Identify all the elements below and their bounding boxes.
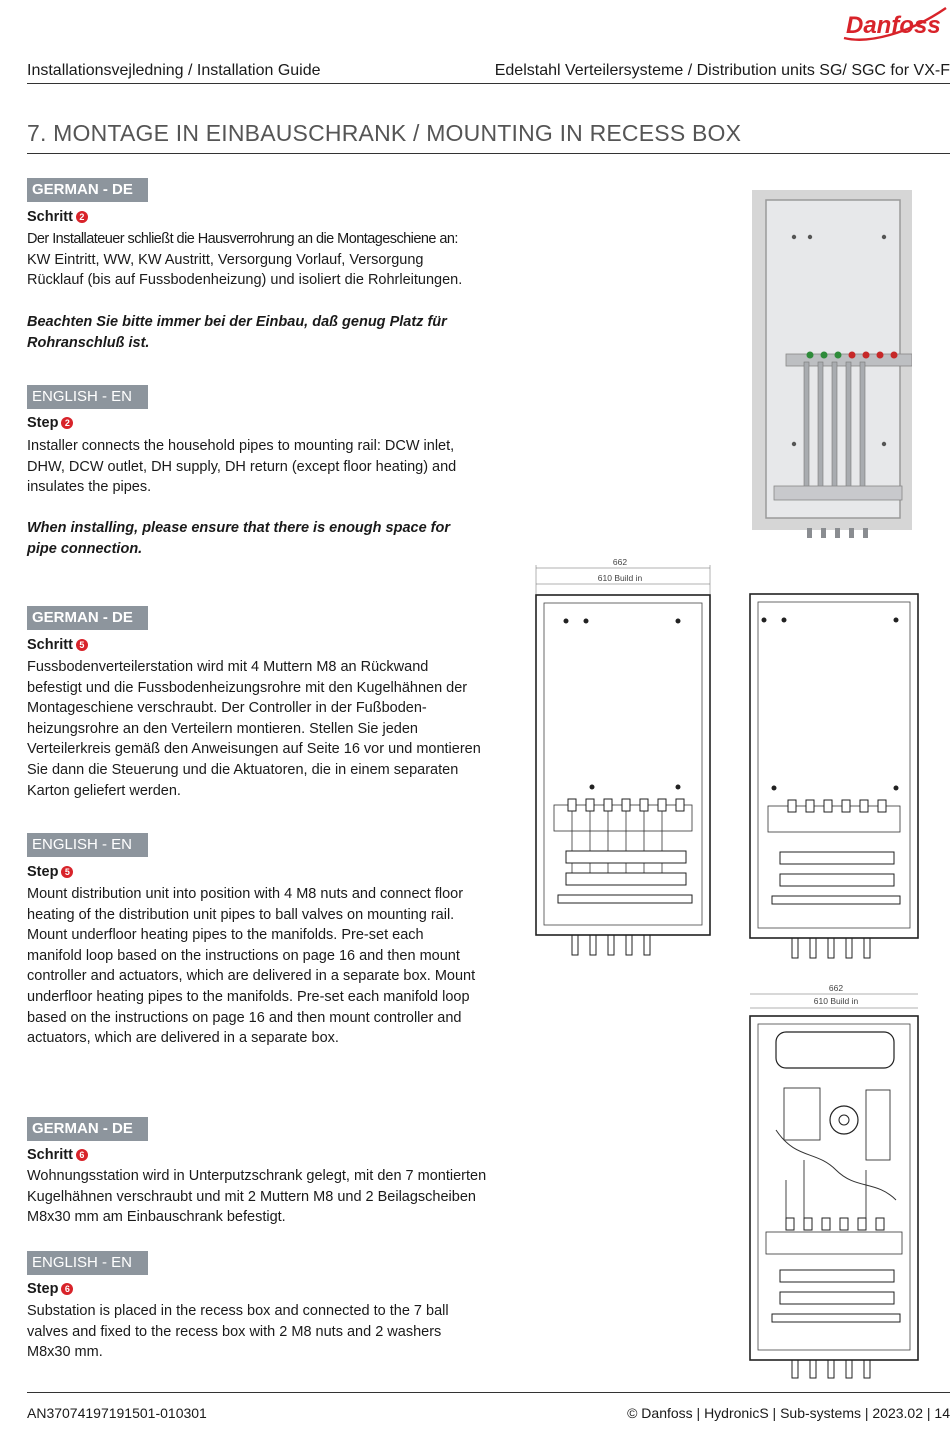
- page-title: 7. MONTAGE IN EINBAUSCHRANK / MOUNTING IN RECESS BOX: [27, 120, 742, 146]
- title-divider: [27, 153, 950, 154]
- step-heading: [27, 637, 88, 653]
- step-label: Schritt: [27, 209, 73, 225]
- step-number-badge: 2: [61, 417, 73, 429]
- lang-label-english: ENGLISH - EN: [27, 1251, 148, 1275]
- step-heading: [27, 1281, 73, 1297]
- step-body: Fussbodenverteilerstation wird mit 4 Muttern M8 an Rückwand befestigt und die Fussbodenheizungsrohre mit den Kugelhähnen der Montageschiene verschraubt. Der Controller in der Fußboden-heizungsrohre an den Verteilern montieren. Stellen Sie jeden Verteilerkreis gemäß den Anweisungen auf Seite 16 vor und montieren Sie dann die Steuerung und die Aktuatoren, die in einem separaten Karton geliefert werden.: [27, 659, 481, 799]
- step-label: Step: [27, 864, 59, 880]
- lang-label-german: GERMAN - DE: [27, 1117, 148, 1141]
- step-body: Installer connects the household pipes to mounting rail: DCW inlet, DHW, DCW outlet, DH supply, DH return (except floor heating) and insulates the pipes.: [27, 438, 457, 496]
- dimension-inner-label: 610 Build in: [813, 996, 859, 1006]
- lang-label-english: ENGLISH - EN: [27, 833, 148, 857]
- document-number: AN37074197191501-010301: [27, 1405, 207, 1421]
- dimension-outer-label: 662: [612, 557, 628, 567]
- substation-drawing-dimensioned: [746, 980, 922, 1382]
- step-heading: [27, 1147, 88, 1163]
- step-heading: [27, 864, 73, 880]
- svg-text:Danfoss: Danfoss: [846, 12, 941, 39]
- step-body: [27, 229, 482, 291]
- footer-divider: [27, 1392, 950, 1393]
- step-body-line: Der Installateuer schließt die Hausverrohrung an die Montageschiene an:: [27, 231, 458, 247]
- step-number-badge: 2: [76, 211, 88, 223]
- step-label: Step: [27, 415, 59, 431]
- step-note: When installing, please ensure that there is enough space for pipe connection.: [27, 520, 451, 557]
- step-note: Beachten Sie bitte immer bei der Einbau, daß genug Platz für Rohranschluß ist.: [27, 314, 447, 351]
- footer-copyright-page: © Danfoss | HydronicS | Sub-systems | 2023.02 | 14: [627, 1405, 950, 1421]
- lang-label-german: GERMAN - DE: [27, 606, 148, 630]
- step-label: Schritt: [27, 1147, 73, 1163]
- dimension-inner-label: 610 Build in: [597, 573, 643, 583]
- step-body: Substation is placed in the recess box and connected to the 7 ball valves and fixed to the recess box with 2 M8 nuts and 2 washers M8x30 mm.: [27, 1303, 449, 1361]
- distribution-unit-drawing: [746, 590, 922, 962]
- header-divider: [27, 83, 950, 84]
- recess-box-rail-image: [752, 190, 912, 540]
- dimension-outer-label: 662: [828, 983, 844, 993]
- step-label: Schritt: [27, 637, 73, 653]
- danfoss-logo: [838, 4, 950, 46]
- step-body-line: KW Eintritt, WW, KW Austritt, Versorgung Vorlauf, Versorgung Rücklauf (bis auf Fussbodenheizung) und isoliert die Rohrleitungen.: [27, 251, 463, 289]
- step-body: Wohnungsstation wird in Unterputzschrank gelegt, mit den 7 montierten Kugelhähnen verschraubt und mit 2 Muttern M8 und 2 Beilagscheiben M8x30 mm am Einbauschrank befestigt.: [27, 1168, 487, 1226]
- step-heading: [27, 209, 88, 225]
- step-number-badge: 5: [76, 639, 88, 651]
- step-heading: [27, 415, 73, 431]
- lang-label-german: GERMAN - DE: [27, 178, 148, 202]
- step-number-badge: 6: [61, 1283, 73, 1295]
- lang-label-english: ENGLISH - EN: [27, 385, 148, 409]
- step-body: Mount distribution unit into position with 4 M8 nuts and connect floor heating of the distribution unit pipes to ball valves on mounting rail. Mount underfloor heating pipes to the manifolds. Pre-set each manifold loop based on the instructions on page 16 and then mount controller and actuators, which are delivered in a separate box. Mount underfloor heating pipes to the manifolds. Pre-set each manifold loop based on the instructions on page 16 and then mount controller and actuators, which are delivered in a separate box.: [27, 886, 476, 1047]
- step-number-badge: 6: [76, 1149, 88, 1161]
- header-left: Installationsvejledning / Installation Guide: [27, 62, 321, 79]
- step-label: Step: [27, 1281, 59, 1297]
- header-right: Edelstahl Verteilersysteme / Distribution units SG/ SGC for VX-F: [494, 62, 950, 79]
- distribution-unit-drawing-dimensioned: [528, 555, 718, 960]
- step-number-badge: 5: [61, 866, 73, 878]
